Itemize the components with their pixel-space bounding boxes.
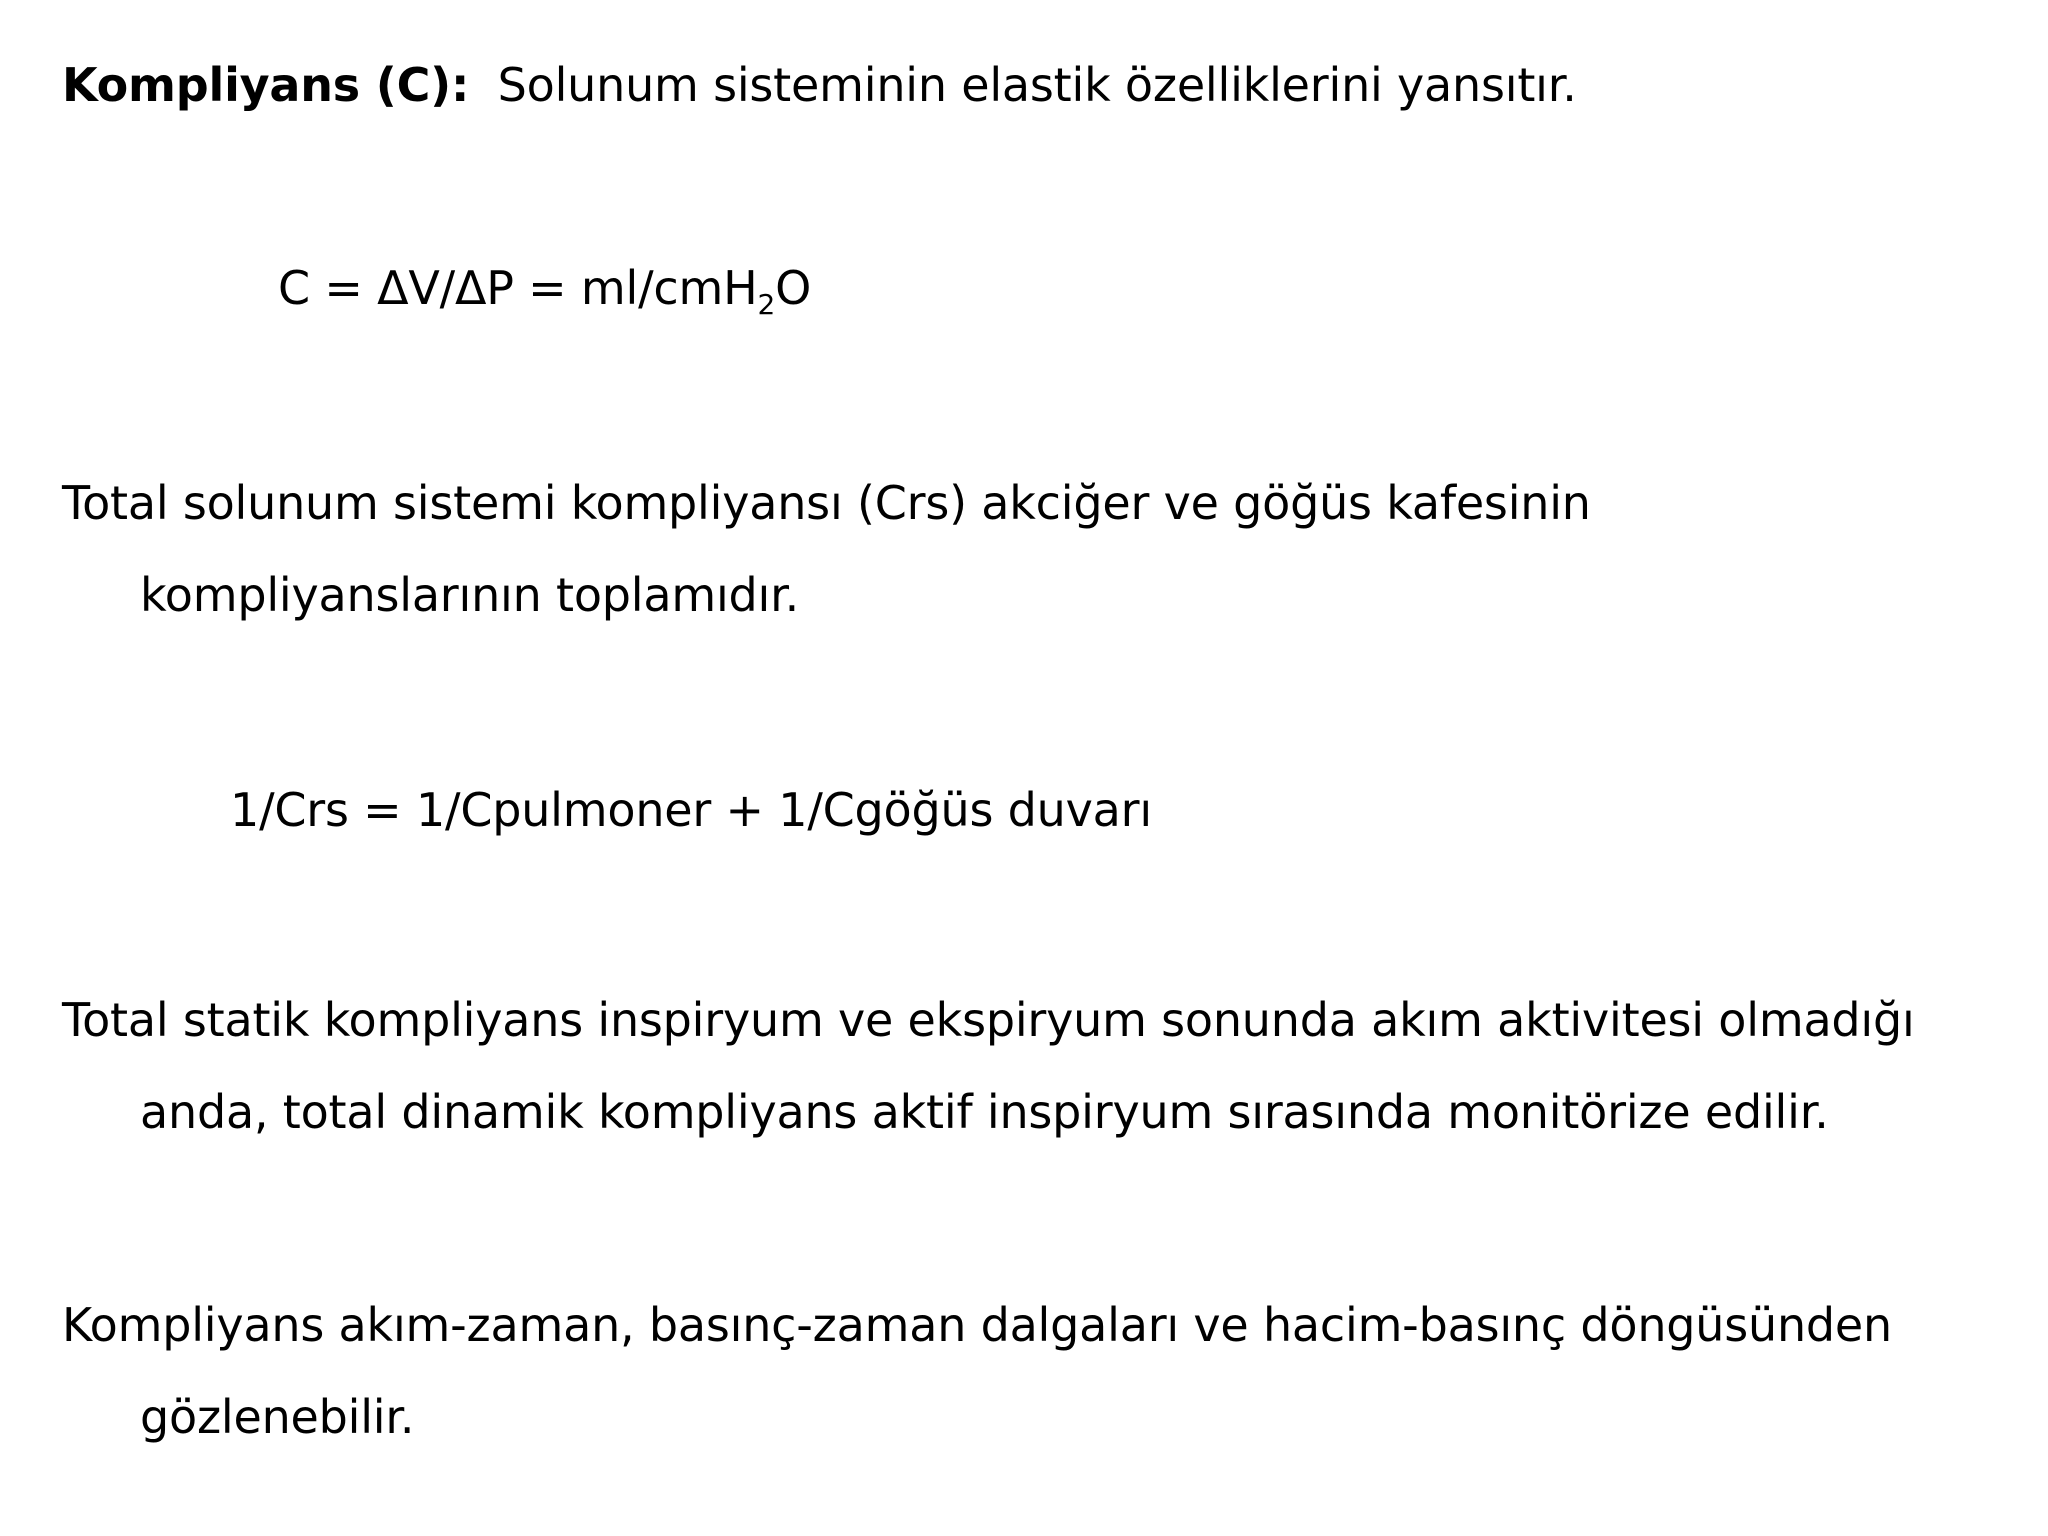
paragraph-2-line-1: Total statik kompliyans inspiryum ve ekspiryum sonunda akım aktivitesi olmadığı [62,993,1915,1047]
paragraph-3-line-2: gözlenebilir. [140,1390,415,1444]
paragraph-1-line-2: kompliyanslarının toplamıdır. [140,568,800,622]
definition-line [62,55,1577,115]
reciprocal-formula: 1/Crs = 1/Cpulmoner + 1/Cgöğüs duvarı [230,783,1152,837]
formula-main: C = ΔV/ΔP = ml/cmH [278,261,758,315]
definition-text: Solunum sisteminin elastik özelliklerini yansıtır. [497,58,1577,112]
term-label: Kompliyans (C): [62,58,470,112]
formula-tail: O [775,261,812,315]
paragraph-2-line-2: anda, total dinamik kompliyans aktif inspiryum sırasında monitörize edilir. [140,1085,1829,1139]
paragraph-3-line-1: Kompliyans akım-zaman, basınç-zaman dalgaları ve hacim-basınç döngüsünden [62,1298,1892,1352]
formula-subscript: 2 [757,288,776,321]
paragraph-1-line-1: Total solunum sistemi kompliyansı (Crs) akciğer ve göğüs kafesinin [62,476,1591,530]
compliance-formula [278,258,811,335]
